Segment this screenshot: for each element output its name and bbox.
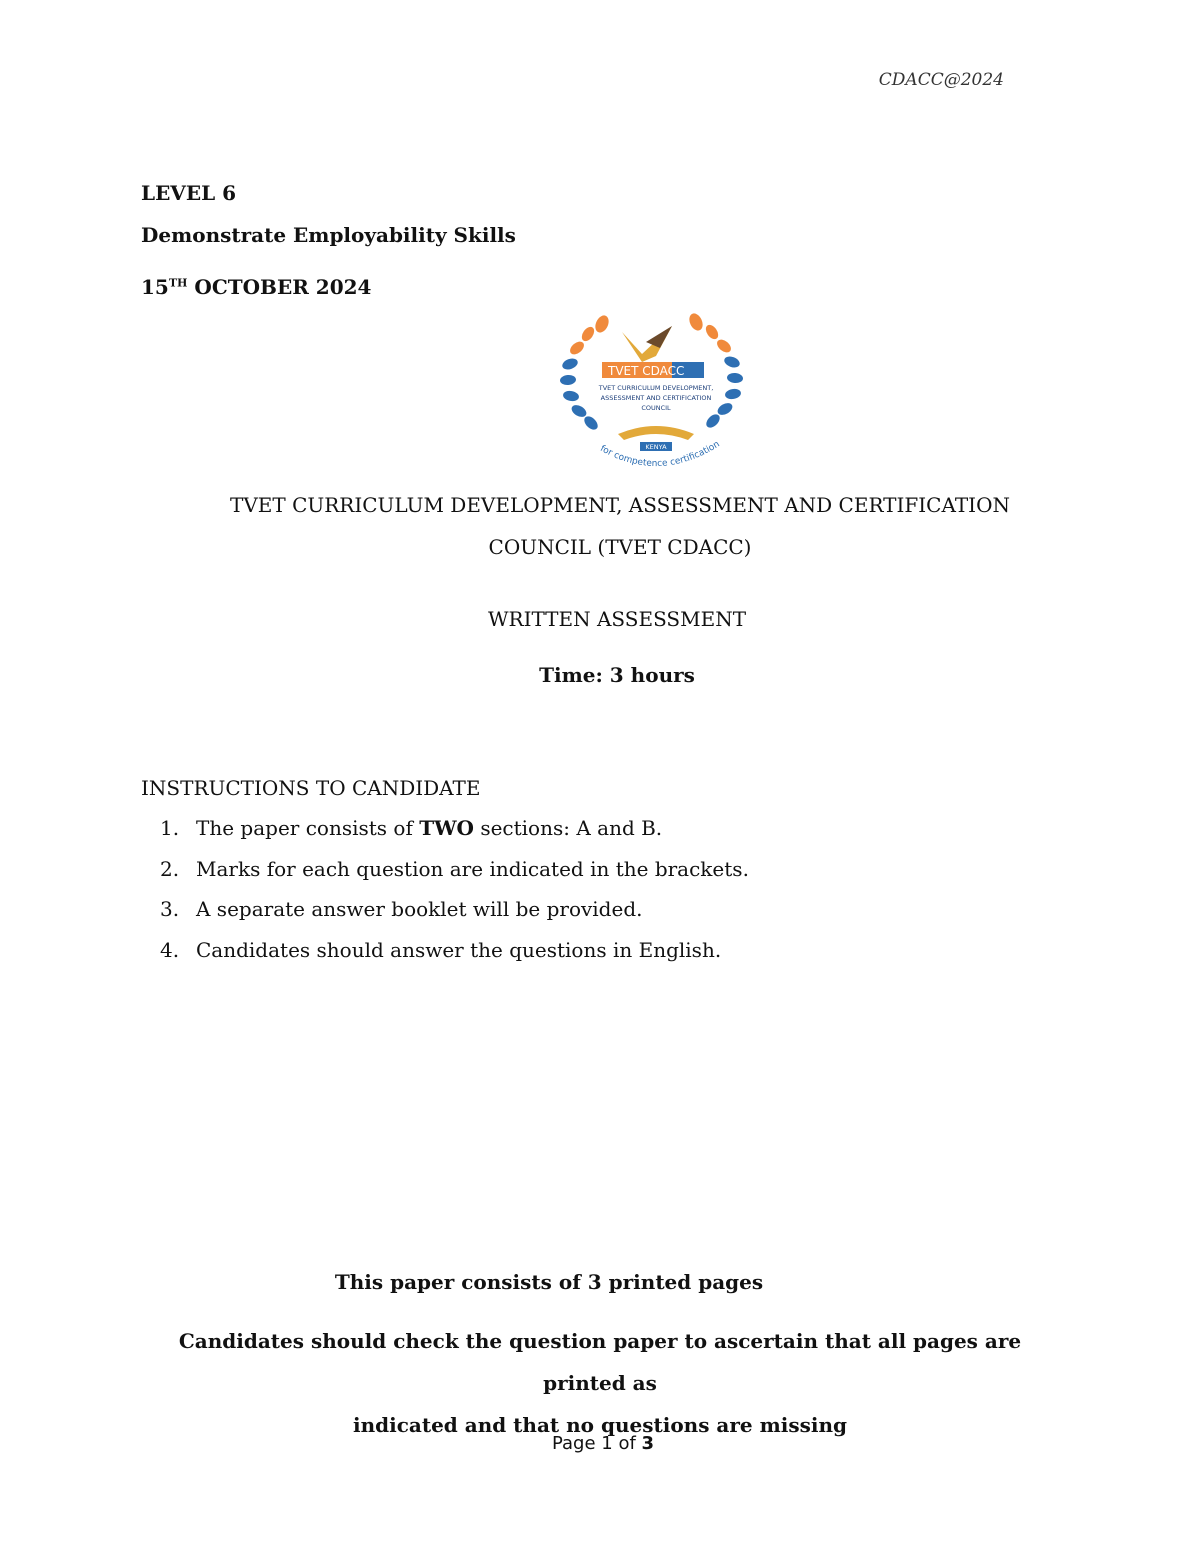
logo-text-line3: COUNCIL (641, 404, 671, 412)
instructions-heading: INSTRUCTIONS TO CANDIDATE (141, 776, 481, 800)
header-mark: CDACC@2024 (878, 70, 1004, 90)
current-page: 1 (601, 1433, 613, 1454)
pages-note: This paper consists of 3 printed pages (334, 1270, 764, 1294)
instruction-item (160, 897, 749, 938)
instruction-number: 1. (160, 816, 180, 840)
instruction-number: 3. (160, 897, 180, 921)
instruction-item (160, 816, 749, 857)
council-line-2: COUNCIL (TVET CDACC) (488, 535, 752, 559)
tvet-cdacc-logo (560, 312, 750, 472)
date-suffix: TH (168, 276, 188, 290)
exam-date (141, 275, 371, 299)
instruction-number: 2. (160, 856, 180, 881)
instruction-text: Marks for each question are indicated in the brackets. (196, 856, 749, 881)
date-rest: OCTOBER 2024 (187, 275, 372, 299)
instruction-number: 4. (160, 937, 180, 962)
instruction-item (160, 938, 749, 979)
total-pages: 3 (641, 1433, 655, 1454)
check-note-line-1: Candidates should check the question paper to ascertain that all pages are printed as (178, 1329, 1022, 1395)
check-note-line-2: indicated and that no questions are missing (352, 1413, 848, 1437)
level-label: LEVEL 6 (141, 181, 237, 205)
instruction-text: The paper consists of TWO sections: A and B. (196, 816, 663, 840)
instruction-text: A separate answer booklet will be provided. (196, 897, 643, 921)
instruction-item (160, 857, 749, 898)
logo-motto: for competence certification (598, 439, 722, 470)
logo-banner-text: TVET CDACC (608, 364, 685, 378)
council-line-1: TVET CURRICULUM DEVELOPMENT, ASSESSMENT AND CERTIFICATION (230, 493, 1010, 517)
logo-country: KENYA (645, 443, 667, 451)
logo-text-line1: TVET CURRICULUM DEVELOPMENT, (598, 384, 714, 392)
page-number: Page 1 of 3 (551, 1433, 655, 1454)
subject-title: Demonstrate Employability Skills (141, 223, 516, 247)
date-day: 15 (141, 275, 169, 299)
instructions-list (160, 816, 749, 978)
logo-text-line2: ASSESSMENT AND CERTIFICATION (600, 394, 712, 402)
council-name (120, 484, 1120, 568)
assessment-title: WRITTEN ASSESSMENT (487, 607, 747, 631)
time-allowed: Time: 3 hours (539, 663, 695, 687)
instruction-text: Candidates should answer the questions in English. (196, 937, 722, 962)
instruction-emphasis: TWO (419, 816, 474, 840)
check-note (150, 1320, 1050, 1446)
